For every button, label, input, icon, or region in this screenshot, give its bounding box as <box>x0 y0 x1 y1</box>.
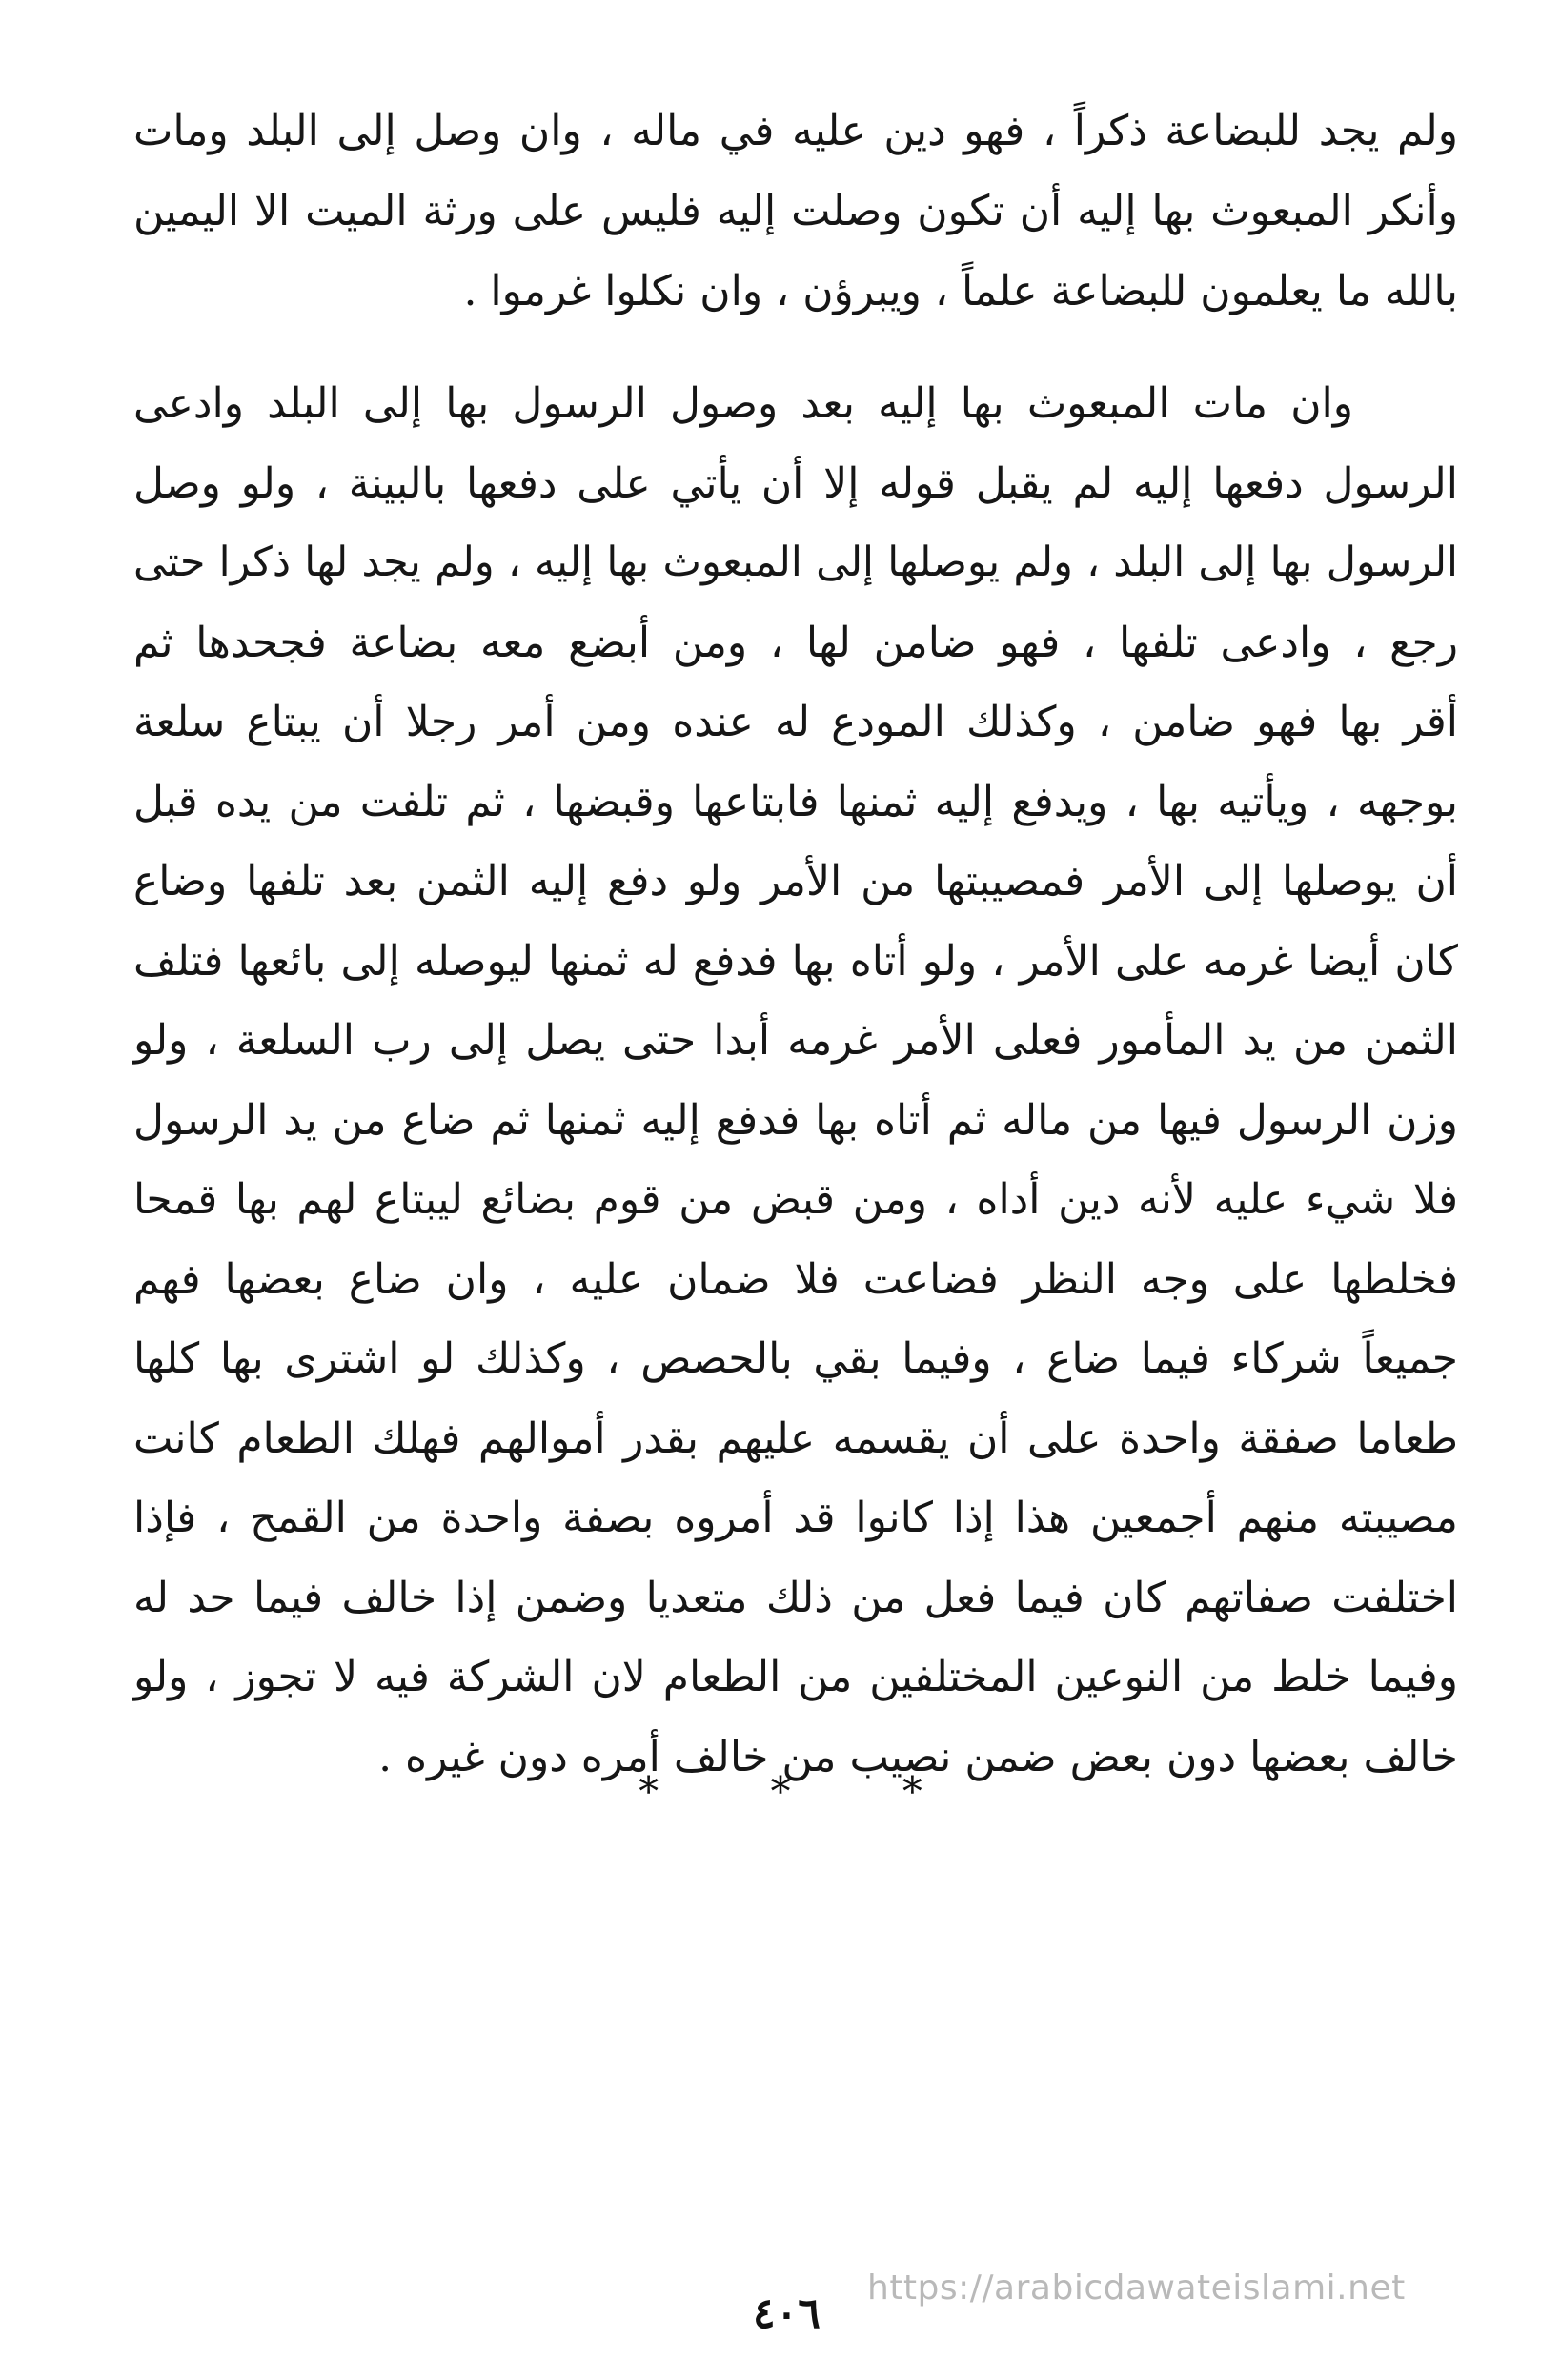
text-line: بوجهه ، ويأتيه بها ، ويدفع إليه ثمنها فابتاعها وقبضها ، ثم تلفت من يده قبل <box>133 777 1458 826</box>
watermark-url: https://arabicdawateislami.net <box>867 2268 1406 2308</box>
text-line: اختلفت صفاتهم كان فيما فعل من ذلك متعديا وضمن إذا خالف فيما حد له <box>133 1573 1458 1622</box>
text-line: خالف بعضها دون بعض ضمن نصيب من خالف أمره دون غيره . <box>378 1732 1458 1781</box>
text-line: الثمن من يد المأمور فعلى الأمر غرمه أبدا حتى يصل إلى رب السلعة ، ولو <box>133 1016 1458 1065</box>
text-line: ولم يجد للبضاعة ذكراً ، فهو دين عليه في ماله ، وان وصل إلى البلد ومات <box>133 107 1458 155</box>
text-line: الرسول دفعها إليه لم يقبل قوله إلا أن يأتي على دفعها بالبينة ، ولو وصل <box>133 458 1458 508</box>
text-line: جميعاً شركاء فيما ضاع ، وفيما بقي بالحصص ، وكذلك لو اشترى بها كلها <box>133 1334 1458 1383</box>
text-line: كان أيضا غرمه على الأمر ، ولو أتاه بها فدفع له ثمنها ليوصله إلى بائعها فتلف <box>133 936 1458 986</box>
text-line: أن يوصلها إلى الأمر فمصيبتها من الأمر ولو دفع إليه الثمن بعد تلفها وضاع <box>133 857 1458 905</box>
text-line: وفيما خلط من النوعين المختلفين من الطعام لان الشركة فيه لا تجوز ، ولو <box>133 1653 1458 1701</box>
text-line: الرسول بها إلى البلد ، ولم يوصلها إلى المبعوث بها إليه ، ولم يجد لها ذكرا حتى <box>133 539 1458 586</box>
text-line: فلا شيء عليه لأنه دين أداه ، ومن قبض من قوم بضائع ليبتاع لهم بها قمحا <box>133 1175 1458 1224</box>
text-line: مصيبته منهم أجمعين هذا إذا كانوا قد أمروه بصفة واحدة من القمح ، فإذا <box>133 1494 1458 1542</box>
page-number: ٤٠٦ <box>753 2289 821 2338</box>
text-line: فخلطها على وجه النظر فضاعت فلا ضمان عليه ، وان ضاع بعضها فهم <box>133 1254 1458 1304</box>
text-line: وزن الرسول فيها من ماله ثم أتاه بها فدفع إليه ثمنها ثم ضاع من يد الرسول <box>133 1095 1458 1145</box>
text-line: وأنكر المبعوث بها إليه أن تكون وصلت إليه فليس على ورثة الميت الا اليمين <box>133 187 1458 235</box>
text-line: وان مات المبعوث بها إليه بعد وصول الرسول بها إلى البلد وادعى <box>133 379 1353 428</box>
section-separator: * * * <box>639 1768 972 1815</box>
paragraph-1 <box>133 92 1458 332</box>
text-line: بالله ما يعلمون للبضاعة علماً ، ويبرؤن ، وان نكلوا غرموا . <box>463 267 1458 315</box>
text-line: رجع ، وادعى تلفها ، فهو ضامن لها ، ومن أبضع معه بضاعة فجحدها ثم <box>133 618 1458 667</box>
paragraph-2 <box>133 364 1458 1797</box>
text-line: طعاما صفقة واحدة على أن يقسمه عليهم بقدر أموالهم فهلك الطعام كانت <box>133 1414 1458 1463</box>
page-footer <box>724 2268 1487 2354</box>
text-line: أقر بها فهو ضامن ، وكذلك المودع له عنده ومن أمر رجلا أن يبتاع سلعة <box>133 698 1458 746</box>
